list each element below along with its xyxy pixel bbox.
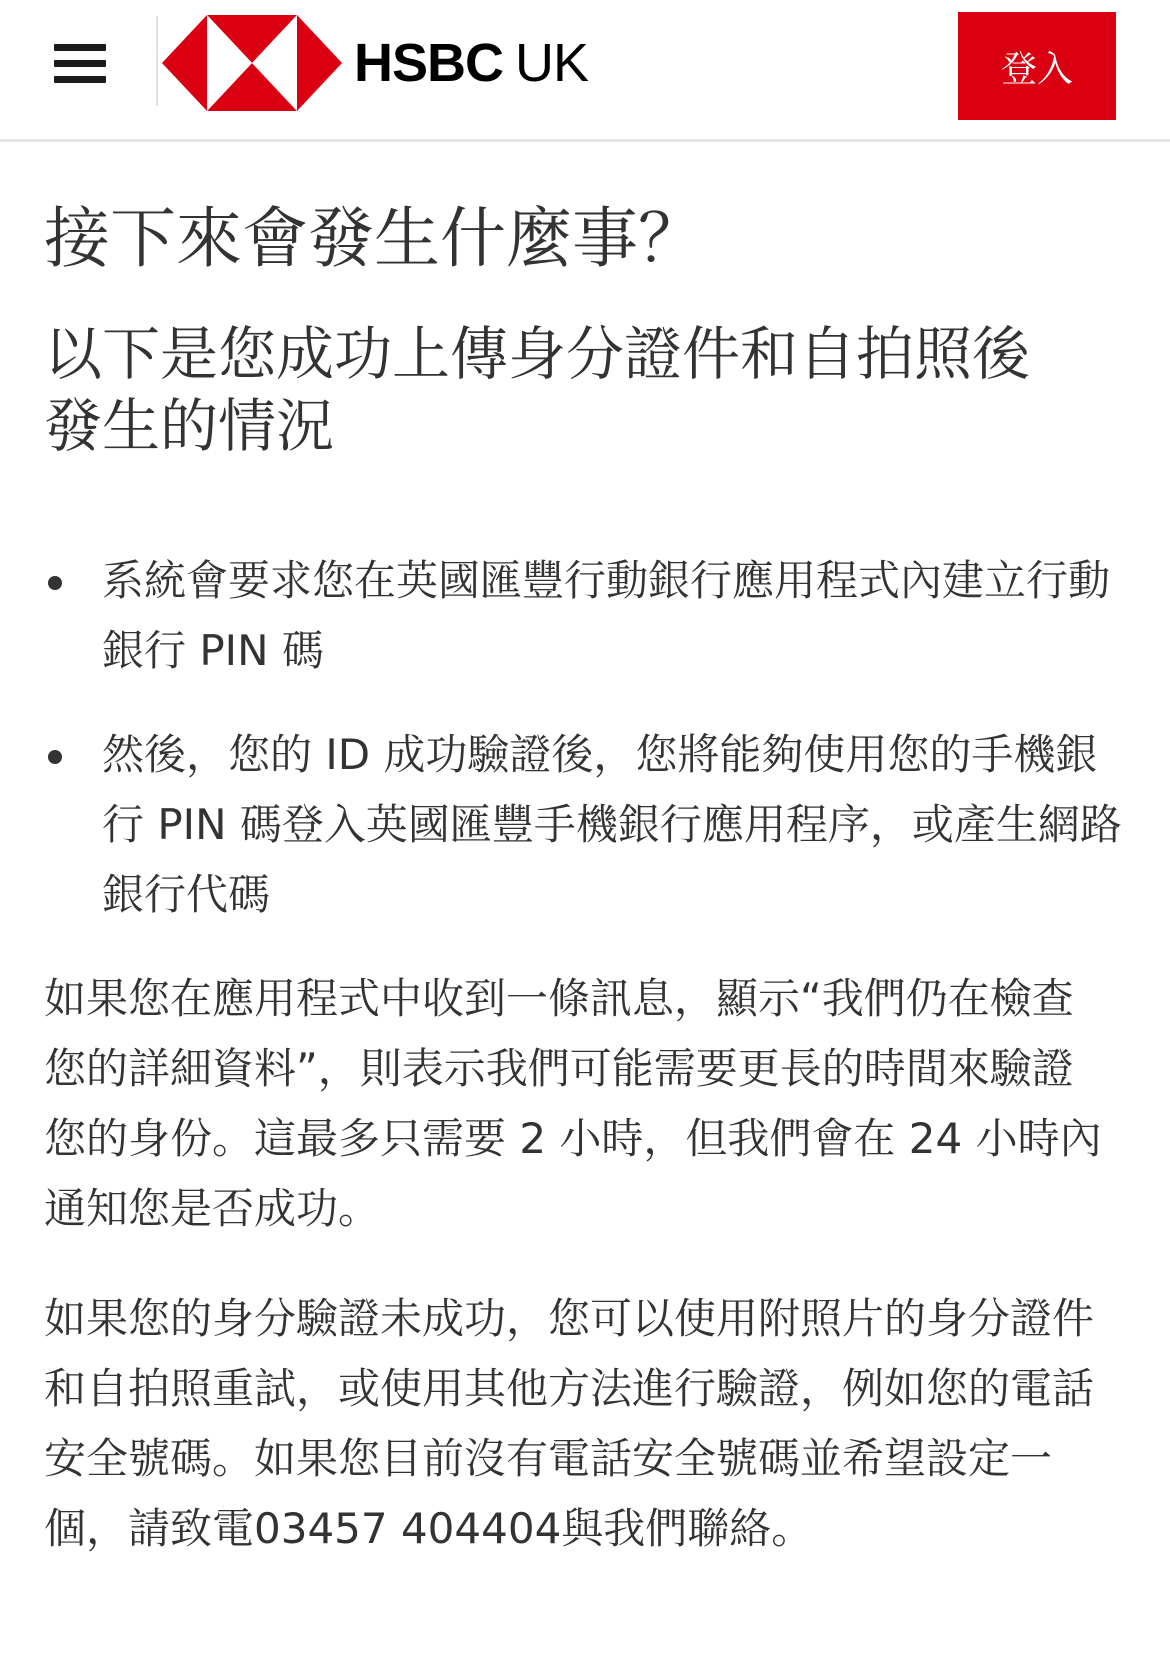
hsbc-hexagon-logo-icon: [162, 15, 342, 111]
verification-failed-paragraph: 如果您的身分驗證未成功，您可以使用附照片的身分證件和自拍照重試，或使用其他方法進行驗證，例如您的電話安全號碼。如果您目前沒有電話安全號碼並希望設定一個，請致電03457 404404與我們聯絡。: [44, 1294, 1095, 1553]
page-title: 接下來會發生什麼事？: [44, 200, 704, 277]
top-header: [0, 0, 1170, 142]
page-subtitle: 以下是您成功上傳身分證件和自拍照後發生的情況: [44, 320, 1031, 460]
list-item: 然後，您的 ID 成功驗證後，您將能夠使用您的手機銀行 PIN 碼登入英國匯豐手機銀行應用程序，或產生網路銀行代碼: [44, 720, 1126, 930]
pending-check-paragraph: 如果您在應用程式中收到一條訊息，顯示“我們仍在檢查您的詳細資料”，則表示我們可能需要更長的時間來驗證您的身份。這最多只需要 2 小時，但我們會在 24 小時內通知您是否成功。: [44, 974, 1102, 1233]
login-button[interactable]: 登入: [958, 12, 1116, 120]
hamburger-menu-icon[interactable]: [54, 44, 106, 84]
list-item: 系統會要求您在英國匯豐行動銀行應用程式內建立行動銀行 PIN 碼: [44, 546, 1126, 686]
steps-list: [44, 546, 1126, 930]
header-divider: [156, 16, 158, 106]
hsbc-logo[interactable]: [162, 15, 588, 111]
brand-name: HSBC: [354, 33, 504, 93]
main-content: [0, 198, 1170, 1564]
brand-region: UK: [515, 33, 589, 93]
brand-wordmark: [354, 32, 588, 94]
